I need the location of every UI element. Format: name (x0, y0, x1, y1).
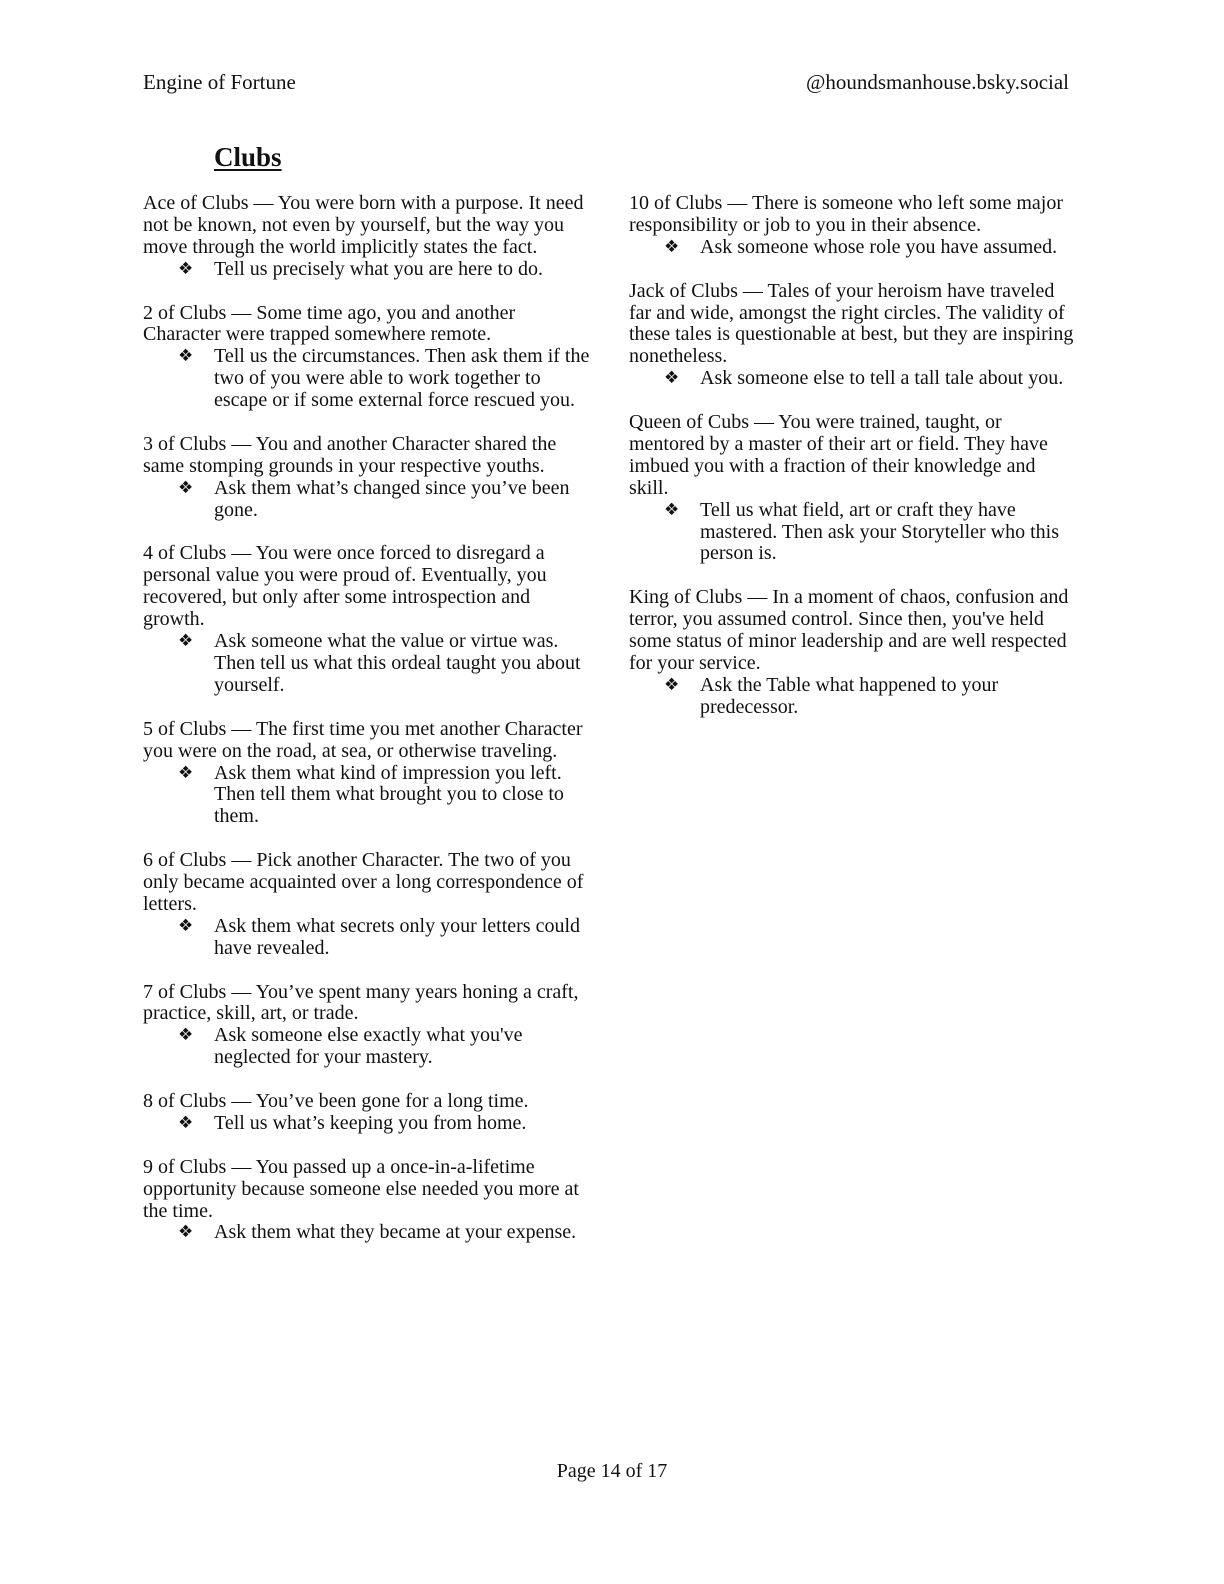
prompt-text: Tell us what’s keeping you from home. (214, 1111, 527, 1134)
diamond-bullet-icon: ❖ (178, 258, 194, 279)
card-entry-10 (629, 193, 1079, 259)
entry-text: 5 of Clubs — The first time you met another Character you were on the road, at sea, or otherwise traveling. (143, 717, 583, 762)
right-column (629, 193, 1079, 741)
card-entry-7 (143, 982, 593, 1070)
prompt-item (143, 346, 593, 412)
prompt-item (629, 500, 1079, 566)
prompt-item (143, 1222, 593, 1244)
card-entry-4 (143, 543, 593, 696)
prompt-item (143, 478, 593, 522)
diamond-bullet-icon: ❖ (664, 674, 680, 695)
card-entry-ace (143, 193, 593, 281)
prompt-text: Ask someone else to tell a tall tale about you. (700, 367, 1064, 390)
page-number: Page 14 of 17 (556, 1460, 668, 1482)
card-entry-king (629, 587, 1079, 718)
diamond-bullet-icon: ❖ (178, 477, 194, 498)
card-entry-8 (143, 1091, 593, 1135)
diamond-bullet-icon: ❖ (178, 915, 194, 936)
card-entry-queen (629, 412, 1079, 565)
left-column (143, 193, 593, 1266)
entry-text: 7 of Clubs — You’ve spent many years honing a craft, practice, skill, art, or trade. (143, 980, 579, 1025)
card-entry-2 (143, 303, 593, 413)
card-entry-6 (143, 850, 593, 960)
prompt-text: Ask someone what the value or virtue was. Then tell us what this ordeal taught you about yourself. (214, 630, 581, 696)
prompt-text: Ask someone else exactly what you've neglected for your mastery. (214, 1024, 523, 1069)
diamond-bullet-icon: ❖ (664, 236, 680, 257)
entry-text: 8 of Clubs — You’ve been gone for a long time. (143, 1090, 529, 1113)
entry-text: 3 of Clubs — You and another Character shared the same stomping grounds in your respective youths. (143, 432, 557, 477)
prompt-item (629, 237, 1079, 259)
prompt-text: Ask them what’s changed since you’ve been gone. (214, 476, 570, 521)
prompt-text: Ask them what secrets only your letters could have revealed. (214, 914, 581, 959)
prompt-text: Ask someone whose role you have assumed. (700, 235, 1058, 258)
prompt-item (629, 368, 1079, 390)
prompt-item (143, 763, 593, 829)
prompt-text: Ask the Table what happened to your predecessor. (700, 673, 999, 718)
diamond-bullet-icon: ❖ (178, 1222, 194, 1243)
diamond-bullet-icon: ❖ (178, 631, 194, 652)
card-entry-jack (629, 281, 1079, 391)
prompt-text: Ask them what they became at your expense. (214, 1221, 577, 1244)
card-entry-5 (143, 719, 593, 829)
diamond-bullet-icon: ❖ (664, 499, 680, 520)
prompt-item (143, 259, 593, 281)
diamond-bullet-icon: ❖ (178, 346, 194, 367)
section-title: Clubs (214, 142, 282, 172)
prompt-item (143, 1113, 593, 1135)
prompt-text: Ask them what kind of impression you left. Then tell them what brought you to close to them. (214, 761, 564, 828)
entry-text: 2 of Clubs — Some time ago, you and another Character were trapped somewhere remote. (143, 301, 516, 346)
prompt-item (143, 631, 593, 697)
entry-text: Ace of Clubs — You were born with a purpose. It need not be known, not even by yourself, but the way you move through the world implicitly states the fact. (143, 192, 584, 258)
card-entry-3 (143, 434, 593, 522)
diamond-bullet-icon: ❖ (178, 762, 194, 783)
entry-text: Queen of Cubs — You were trained, taught, or mentored by a master of their art or field. They have imbued you with a fraction of their knowledge and skill. (629, 411, 1048, 499)
author-handle: @houndsmanhouse.bsky.social (806, 70, 1069, 94)
prompt-text: Tell us what field, art or craft they have mastered. Then ask your Storyteller who this person is. (700, 498, 1060, 565)
prompt-text: Tell us precisely what you are here to do. (214, 257, 544, 280)
diamond-bullet-icon: ❖ (664, 368, 680, 389)
diamond-bullet-icon: ❖ (178, 1025, 194, 1046)
entry-text: King of Clubs — In a moment of chaos, confusion and terror, you assumed control. Since then, you've held some status of minor leadership and are well respected for your service. (629, 586, 1069, 674)
entry-text: 10 of Clubs — There is someone who left some major responsibility or job to you in their absence. (629, 192, 1064, 236)
diamond-bullet-icon: ❖ (178, 1112, 194, 1133)
prompt-item (143, 1025, 593, 1069)
entry-text: 9 of Clubs — You passed up a once-in-a-lifetime opportunity because someone else needed you more at the time. (143, 1155, 579, 1222)
entry-text: Jack of Clubs — Tales of your heroism have traveled far and wide, amongst the right circles. The validity of these tales is questionable at best, but they are inspiring nonetheless. (629, 279, 1074, 368)
card-entry-9 (143, 1157, 593, 1245)
entry-text: 4 of Clubs — You were once forced to disregard a personal value you were proud of. Eventually, you recovered, but only after some introspection and growth. (143, 542, 547, 631)
prompt-item (629, 675, 1079, 719)
prompt-text: Tell us the circumstances. Then ask them if the two of you were able to work together to escape or if some external force rescued you. (214, 345, 590, 412)
prompt-item (143, 916, 593, 960)
document-title: Engine of Fortune (143, 70, 296, 94)
entry-text: 6 of Clubs — Pick another Character. The two of you only became acquainted over a long correspondence of letters. (143, 849, 584, 915)
